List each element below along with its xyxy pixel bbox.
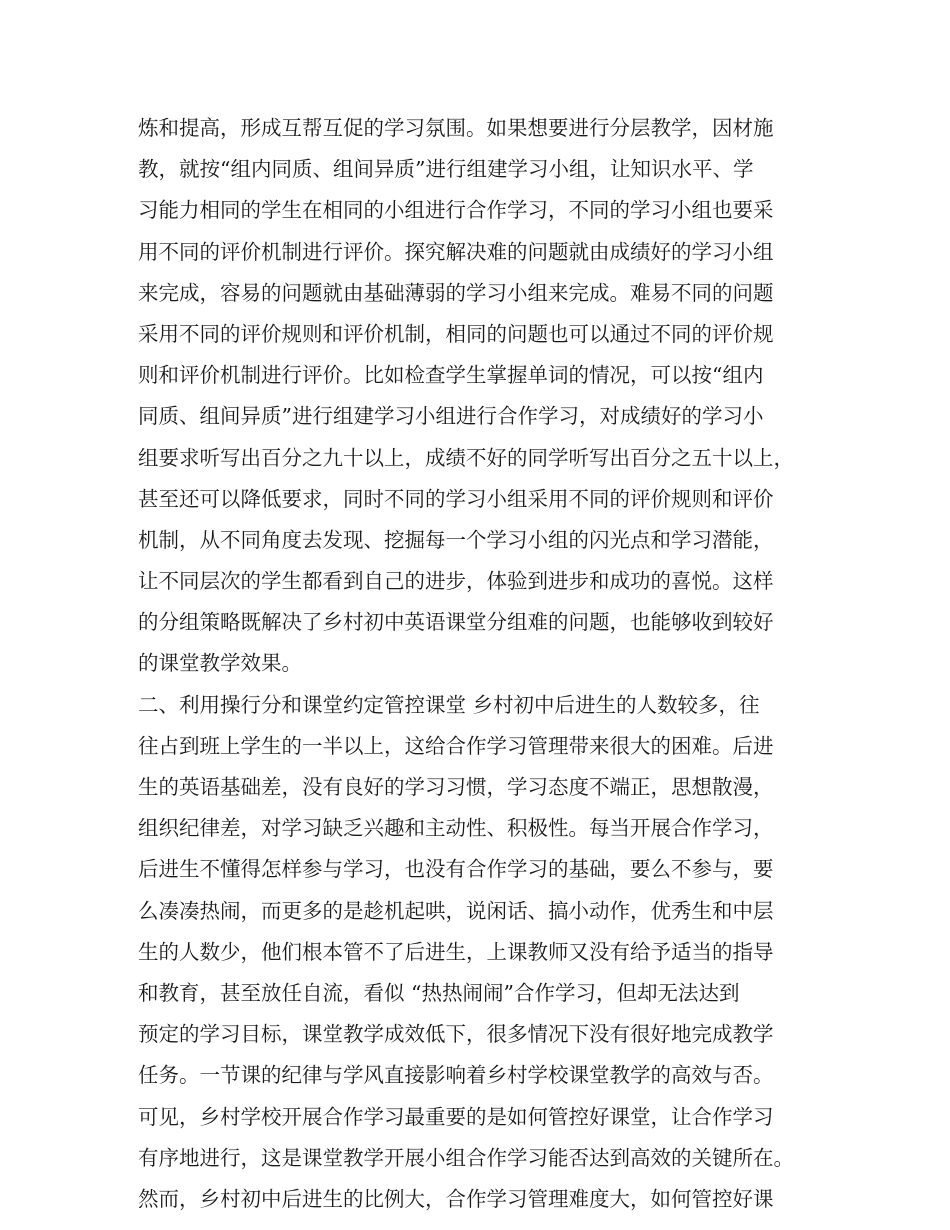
text-line: 后进生不懂得怎样参与学习，也没有合作学习的基础，要么不参与，要 xyxy=(138,857,774,882)
text-line: 教，就按“组内同质、组间异质”进行组建学习小组，让知识水平、学 xyxy=(138,157,754,182)
text-line: 有序地进行，这是课堂教学开展小组合作学习能否达到高效的关键所在。 xyxy=(138,1145,794,1170)
section-heading-line: 二、利用操行分和课堂约定管控课堂 乡村初中后进生的人数较多，往 xyxy=(138,692,760,717)
text-line: 预定的学习目标，课堂教学成效低下，很多情况下没有很好地完成教学 xyxy=(138,1022,774,1047)
text-line: 往占到班上学生的一半以上，这给合作学习管理带来很大的困难。后进 xyxy=(138,733,774,758)
text-line: 习能力相同的学生在相同的小组进行合作学习，不同的学习小组也要采 xyxy=(138,198,774,223)
text-line: 同质、组间异质”进行组建学习小组进行合作学习，对成绩好的学习小 xyxy=(138,404,764,429)
text-line: 机制，从不同角度去发现、挖掘每一个学习小组的闪光点和学习潜能， xyxy=(138,527,774,552)
text-line: 组织纪律差，对学习缺乏兴趣和主动性、积极性。每当开展合作学习， xyxy=(138,816,774,841)
text-line: 和教育，甚至放任自流，看似 “热热闹闹”合作学习，但却无法达到 xyxy=(138,980,740,1005)
text-line: 可见，乡村学校开展合作学习最重要的是如何管控好课堂，让合作学习 xyxy=(138,1104,774,1129)
text-line: 采用不同的评价规则和评价机制，相同的问题也可以通过不同的评价规 xyxy=(138,321,774,346)
text-line: 则和评价机制进行评价。比如检查学生掌握单词的情况，可以按“组内 xyxy=(138,363,764,388)
body-text xyxy=(138,108,838,1220)
text-line: 让不同层次的学生都看到自己的进步，体验到进步和成功的喜悦。这样 xyxy=(138,569,774,594)
text-line: 用不同的评价机制进行评价。探究解决难的问题就由成绩好的学习小组 xyxy=(138,239,774,264)
text-line: 组要求听写出百分之九十以上，成绩不好的同学听写出百分之五十以上， xyxy=(138,445,794,470)
text-line: 生的人数少，他们根本管不了后进生，上课教师又没有给予适当的指导 xyxy=(138,939,774,964)
text-line: 炼和提高，形成互帮互促的学习氛围。如果想要进行分层教学，因材施 xyxy=(138,116,774,140)
text-line: 来完成，容易的问题就由基础薄弱的学习小组来完成。难易不同的问题 xyxy=(138,280,774,305)
text-line: 生的英语基础差，没有良好的学习习惯，学习态度不端正，思想散漫， xyxy=(138,775,774,799)
text-line: 甚至还可以降低要求，同时不同的学习小组采用不同的评价规则和评价 xyxy=(138,486,774,511)
text-line: 任务。一节课的纪律与学风直接影响着乡村学校课堂教学的高效与否。 xyxy=(138,1063,774,1088)
text-line: 么凑凑热闹，而更多的是趁机起哄，说闲话、搞小动作，优秀生和中层 xyxy=(138,898,774,923)
text-line: 然而，乡村初中后进生的比例大，合作学习管理难度大，如何管控好课 xyxy=(138,1186,774,1211)
text-line: 的分组策略既解决了乡村初中英语课堂分组难的问题，也能够收到较好 xyxy=(138,610,774,635)
text-line: 的课堂教学效果。 xyxy=(138,651,302,676)
